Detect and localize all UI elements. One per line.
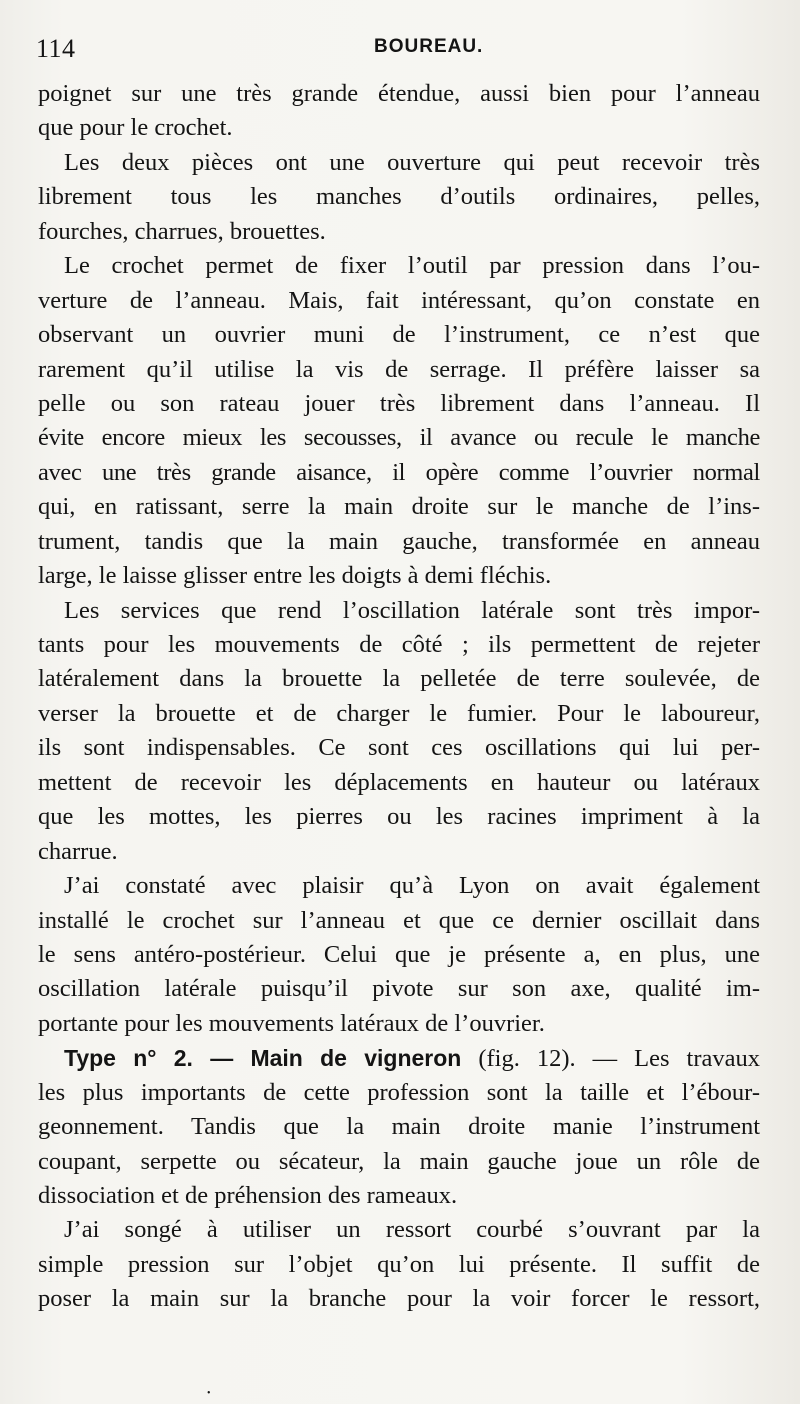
figure-reference: (fig. 12). [461, 1045, 593, 1073]
text-line: Les deux pièces ont une ouverture qui peut recevoir très [64, 148, 760, 176]
text-line: trument, tandis que la main gauche, transformée en anneau [38, 527, 760, 555]
text-line: qui, en ratissant, serre la main droite sur le manche de l’ins- [38, 493, 760, 521]
text-line: poignet sur une très grande étendue, aussi bien pour l’anneau [38, 80, 760, 107]
running-title: BOUREAU. [374, 36, 484, 57]
text-line: mettent de recevoir les déplacements en hauteur ou latéraux [38, 768, 760, 796]
type-2-heading: Type n° 2. — Main de vigneron [64, 1045, 462, 1072]
text-line: que les mottes, les pierres ou les racines impriment à la [38, 803, 760, 831]
type-2-text: — Les travaux [592, 1045, 760, 1073]
text-line: dissociation et de préhension des rameaux. [38, 1182, 458, 1209]
footer-mark: • [207, 1388, 211, 1399]
text-line: large, le laisse glisser entre les doigts à demi fléchis. [38, 562, 552, 590]
page-number: 114 [36, 34, 76, 63]
text-line: Le crochet permet de fixer l’outil par pression dans l’ou- [64, 252, 760, 280]
text-line: latéralement dans la brouette la pelletée de terre soulevée, de [38, 665, 760, 693]
text-line: ils sont indispensables. Ce sont ces oscillations qui lui per- [38, 734, 760, 762]
text-line: oscillation latérale puisqu’il pivote sur son axe, qualité im- [38, 975, 760, 1003]
type-2-line [38, 1041, 760, 1075]
text-line: pelle ou son rateau jouer très librement dans l’anneau. Il [38, 389, 760, 417]
text-line: geonnement. Tandis que la main droite manie l’instrument [38, 1113, 760, 1141]
text-line: verture de l’anneau. Mais, fait intéressant, qu’on constate en [38, 286, 760, 314]
text-line: installé le crochet sur l’anneau et que ce dernier oscillait dans [38, 906, 760, 934]
text-line: librement tous les manches d’outils ordinaires, pelles, [38, 183, 760, 211]
text-line: J’ai constaté avec plaisir qu’à Lyon on avait également [64, 872, 760, 900]
text-line: tants pour les mouvements de côté ; ils permettent de rejeter [38, 631, 760, 658]
text-line: verser la brouette et de charger le fumier. Pour le laboureur, [38, 699, 760, 727]
text-line: fourches, charrues, brouettes. [38, 217, 326, 245]
text-line: que pour le crochet. [38, 114, 233, 142]
text-line: Les services que rend l’oscillation latérale sont très impor- [64, 596, 760, 624]
text-line: coupant, serpette ou sécateur, la main gauche joue un rôle de [38, 1147, 760, 1175]
text-line: poser la main sur la branche pour la voir forcer le ressort, [38, 1285, 760, 1313]
text-line: observant un ouvrier muni de l’instrument, ce n’est que [38, 321, 760, 349]
text-line: avec une très grande aisance, il opère comme l’ouvrier normal [38, 458, 760, 486]
body-text [38, 77, 760, 1317]
text-line: simple pression sur l’objet qu’on lui présente. Il suffit de [38, 1250, 760, 1278]
text-line: J’ai songé à utiliser un ressort courbé s’ouvrant par la [64, 1216, 760, 1244]
text-line: évite encore mieux les secousses, il avance ou recule le manche [38, 424, 760, 452]
running-head [36, 30, 756, 70]
text-line: le sens antéro-postérieur. Celui que je présente a, en plus, une [38, 940, 760, 968]
text-line: rarement qu’il utilise la vis de serrage. Il préfère laisser sa [38, 355, 760, 383]
text-line: portante pour les mouvements latéraux de l’ouvrier. [38, 1009, 545, 1037]
text-line: charrue. [38, 837, 118, 865]
text-line: les plus importants de cette profession sont la taille et l’ébour- [38, 1078, 760, 1106]
